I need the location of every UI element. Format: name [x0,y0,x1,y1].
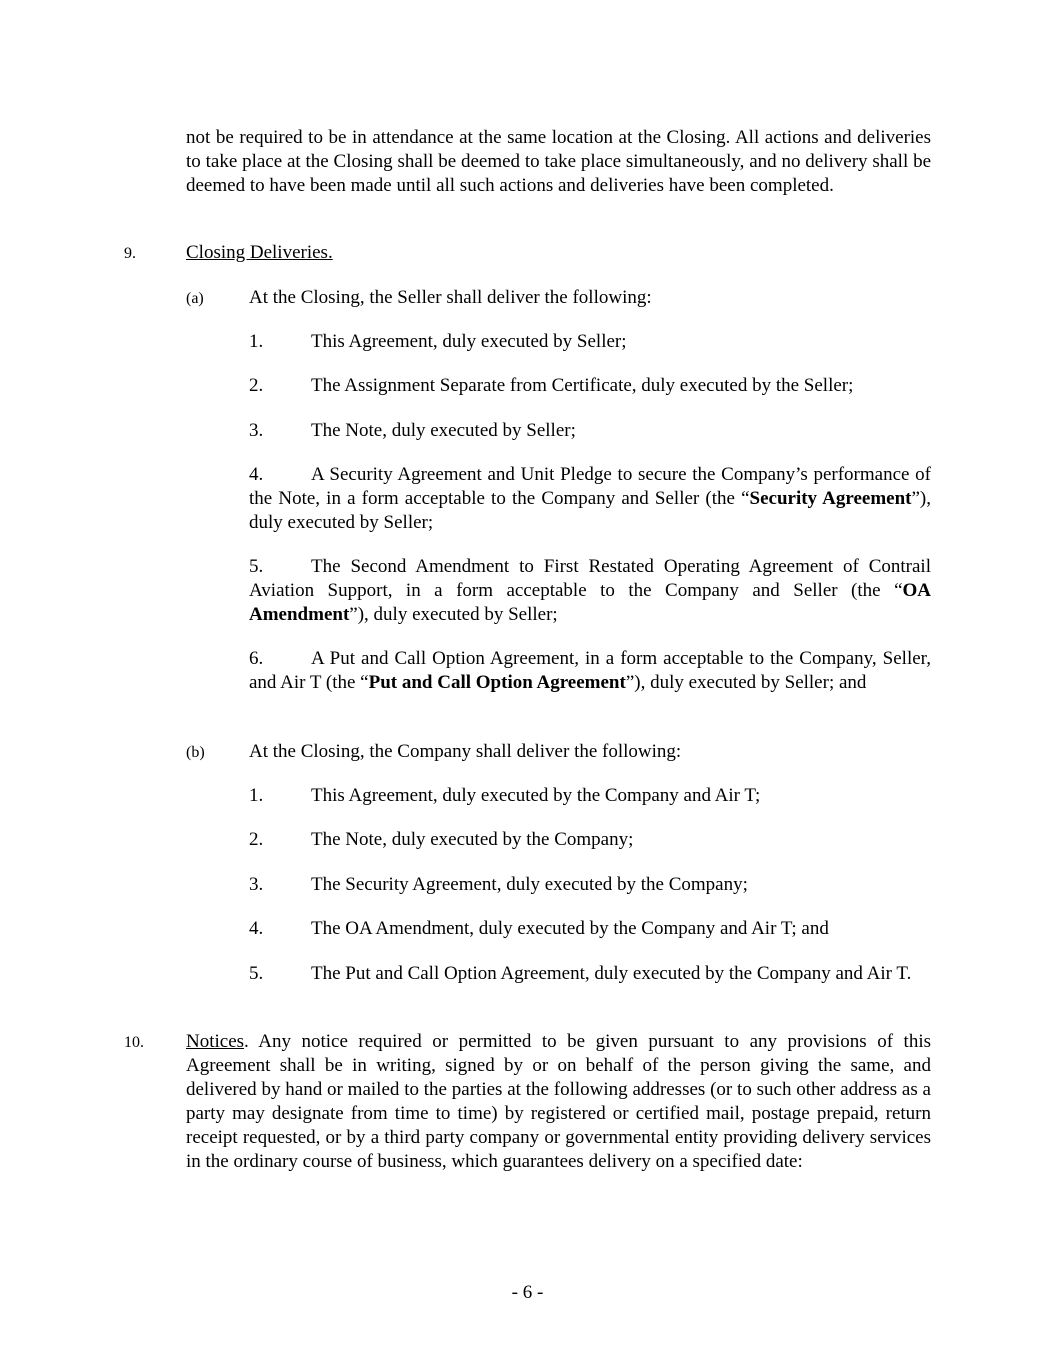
b-item-4-number: 4. [249,918,264,939]
section-10-text: . Any notice required or permitted to be given pursuant to any provisions of this Agreement shall be in writing, signed by or on behalf of the person giving the same, and delivered by hand or mailed to the parties at the following addresses (or to such other address as a party may designate from time to time) by registered or certified mail, postage prepaid, return receipt requested, or by a third party company or governmental entity providing delivery services in the ordinary course of business, which guarantees delivery on a specified date: [186,1031,931,1172]
a-item-2 [249,374,931,398]
a-item-4-text-pre: A Security Agreement and Unit Pledge to secure the Company’s performance of the Note, in a form acceptable to the Company and Seller (the “ [249,464,931,509]
subsection-b-text: At the Closing, the Company shall deliver the following: [249,741,682,762]
subsection-b-label: (b) [186,744,205,761]
b-item-1 [249,784,931,808]
b-item-5 [249,962,931,986]
a-item-6-defined-term: Put and Call Option Agreement [368,672,626,693]
a-item-3-number: 3. [249,420,264,441]
a-item-2-text: The Assignment Separate from Certificate, duly executed by the Seller; [311,375,854,396]
b-item-3-number: 3. [249,874,264,895]
section-9-heading: Closing Deliveries. [186,242,333,263]
b-item-4 [249,917,931,941]
a-item-5-text-pre: The Second Amendment to First Restated Operating Agreement of Contrail Aviation Support, in a form acceptable to the Company and Seller (the “ [249,556,931,601]
a-item-5-text-post: ”), duly executed by Seller; [349,604,558,625]
a-item-5-number: 5. [249,556,264,577]
b-item-5-number: 5. [249,963,264,984]
b-item-3-text: The Security Agreement, duly executed by the Company; [311,874,748,895]
continuation-paragraph: not be required to be in attendance at the same location at the Closing. All actions and deliveries to take place at the Closing shall be deemed to take place simultaneously, and no delivery shall be deemed to have been made until all such actions and deliveries have been completed. [186,127,931,196]
b-item-2-number: 2. [249,829,264,850]
b-item-2 [249,828,931,852]
a-item-4-number: 4. [249,464,264,485]
a-item-6 [249,647,931,695]
a-item-3-text: The Note, duly executed by Seller; [311,420,576,441]
section-10-heading: Notices [186,1031,245,1052]
a-item-4-defined-term: Security Agreement [749,488,912,509]
subsection-a-text: At the Closing, the Seller shall deliver the following: [249,287,652,308]
b-item-5-text: The Put and Call Option Agreement, duly executed by the Company and Air T. [311,963,912,984]
section-10-number: 10. [124,1034,144,1051]
a-item-5-defined-term: OA Amendment [249,580,931,625]
subsection-a-label: (a) [186,290,204,307]
a-item-6-number: 6. [249,648,264,669]
b-item-3 [249,873,931,897]
a-item-4 [249,463,931,535]
b-item-2-text: The Note, duly executed by the Company; [311,829,634,850]
b-item-1-number: 1. [249,785,264,806]
a-item-5 [249,555,931,627]
a-item-6-text-post: ”), duly executed by Seller; and [625,672,867,693]
section-9-number: 9. [124,245,136,262]
a-item-6-text-pre: A Put and Call Option Agreement, in a form acceptable to the Company, Seller, and Air T (the “ [249,648,931,693]
a-item-4-text-post: ”), duly executed by Seller; [249,488,931,533]
a-item-3 [249,419,931,443]
b-item-1-text: This Agreement, duly executed by the Company and Air T; [311,785,761,806]
a-item-1-number: 1. [249,331,264,352]
a-item-2-number: 2. [249,375,264,396]
section-10-paragraph [186,1030,931,1174]
page-number: - 6 - [511,1282,544,1303]
a-item-1-text: This Agreement, duly executed by Seller; [311,331,627,352]
a-item-1 [249,330,931,354]
b-item-4-text: The OA Amendment, duly executed by the Company and Air T; and [311,918,829,939]
